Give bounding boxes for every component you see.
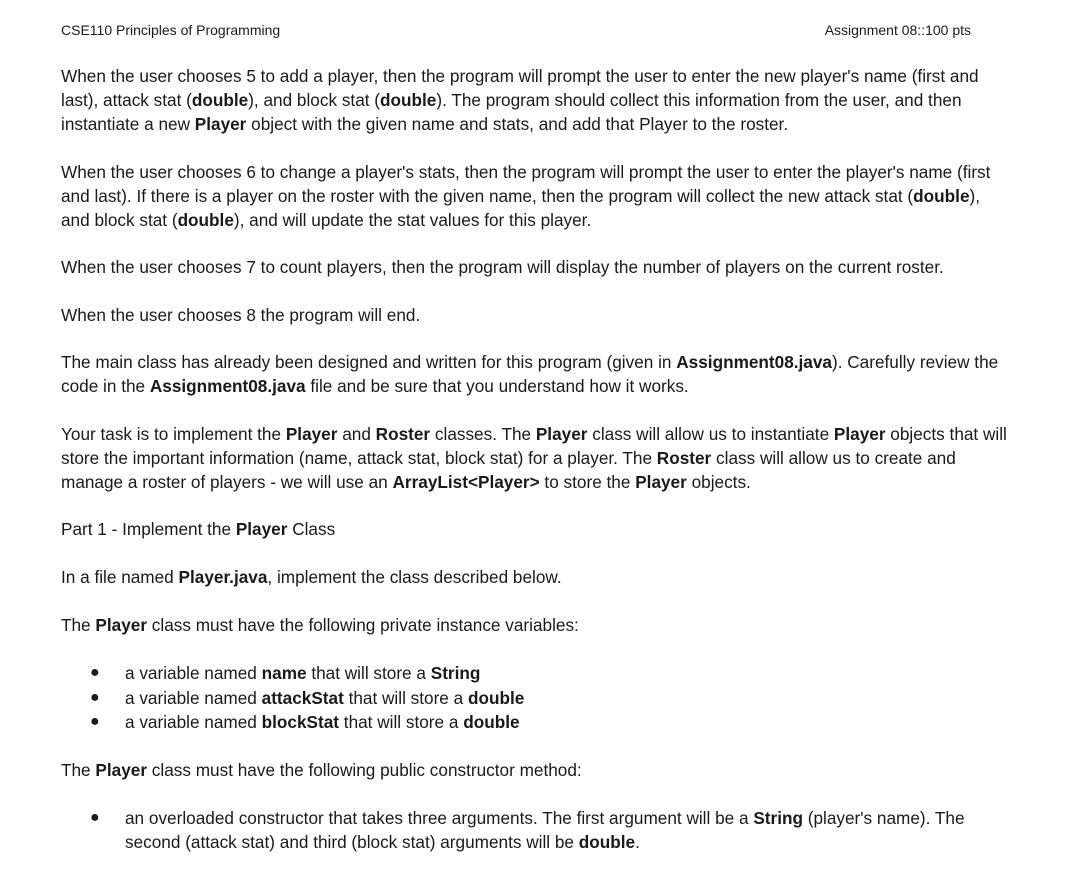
bold-text: double <box>177 210 234 230</box>
bold-text: Player <box>285 424 338 444</box>
text-run: The <box>61 760 96 780</box>
bold-text: Player <box>535 424 588 444</box>
list-item-text <box>125 710 1010 734</box>
text-run: file and be sure that you understand how it works. <box>305 376 689 396</box>
text-run: objects that will store the important information (name, attack stat, block stat) for a player. The <box>61 424 1007 468</box>
list-item <box>90 710 1010 734</box>
text-run: classes. The <box>430 424 536 444</box>
bold-text: Roster <box>656 448 712 468</box>
bold-text: attackStat <box>261 688 344 708</box>
text-run: class must have the following public constructor method: <box>147 760 582 780</box>
list-item-text <box>125 661 1010 685</box>
bold-text: Assignment08.java <box>676 352 832 372</box>
paragraph-main-class <box>61 350 1011 398</box>
text-run: that will store a <box>339 712 464 732</box>
text-run: class will allow us to instantiate <box>587 424 834 444</box>
paragraph-task <box>61 422 1011 494</box>
bold-text: Player.java <box>178 567 268 587</box>
text-run: (player's name). The second (attack stat) and third (block stat) arguments will be <box>125 808 965 852</box>
bullet-icon: ● <box>90 713 100 730</box>
text-run: ). Carefully review the code in the <box>61 352 999 396</box>
text-run: The <box>61 615 96 635</box>
bullet-icon: ● <box>90 664 100 681</box>
bold-text: double <box>467 688 525 708</box>
text-run: ). The program should collect this information from the user, and then instantiate a new <box>61 90 962 134</box>
bold-text: Player <box>235 519 288 539</box>
text-run: class must have the following private instance variables: <box>147 615 579 635</box>
text-run: . <box>635 832 640 852</box>
list-item <box>90 661 1010 685</box>
text-run: The main class has already been designed and written for this program (given in <box>61 352 677 372</box>
bold-text: ArrayList<Player> <box>392 472 540 492</box>
bold-text: String <box>430 663 481 683</box>
paragraph-instance-vars <box>61 613 1011 637</box>
text-run: object with the given name and stats, and add that Player to the roster. <box>246 114 789 134</box>
list-item-text <box>125 806 1010 854</box>
list-item <box>90 686 1010 710</box>
bold-text: Player <box>194 114 247 134</box>
text-run: Part 1 - Implement the <box>61 519 236 539</box>
bold-text: Player <box>95 615 148 635</box>
text-run: Your task is to implement the <box>61 424 286 444</box>
paragraph-player-file <box>61 565 1011 589</box>
text-run: When the user chooses 6 to change a player's stats, then the program will prompt the user to enter the player's name (first and last). If there is a player on the roster with the given name, then the program will collect the new attack stat ( <box>61 162 991 206</box>
text-run: that will store a <box>343 688 468 708</box>
bullet-icon: ● <box>90 689 100 706</box>
assignment-label: Assignment 08::100 pts <box>824 22 971 38</box>
text-run: ), and block stat ( <box>61 186 981 230</box>
text-run: When the user chooses 8 the program will end. <box>61 305 421 325</box>
bold-text: String <box>753 808 803 828</box>
text-run: ), and will update the stat values for this player. <box>233 210 592 230</box>
text-run: objects. <box>686 472 751 492</box>
text-run: a variable named <box>125 712 262 732</box>
paragraph-add-player <box>61 64 1011 136</box>
bold-text: double <box>380 90 437 110</box>
text-run: , implement the class described below. <box>267 567 562 587</box>
course-title: CSE110 Principles of Programming <box>61 22 281 38</box>
bold-text: Player <box>635 472 687 492</box>
bold-text: name <box>261 663 307 683</box>
text-run: ), and block stat ( <box>248 90 381 110</box>
paragraph-constructor <box>61 758 1011 782</box>
paragraph-end-program <box>61 303 1011 327</box>
text-run: a variable named <box>125 688 262 708</box>
paragraph-count-players <box>61 255 1011 279</box>
text-run: When the user chooses 5 to add a player, then the program will prompt the user to enter the new player's name (first and last), attack stat ( <box>61 66 979 110</box>
text-run: Class <box>287 519 336 539</box>
section-heading-part1 <box>61 517 1011 541</box>
text-run: to store the <box>539 472 636 492</box>
bold-text: Assignment08.java <box>149 376 306 396</box>
list-item <box>90 806 1010 854</box>
page-header <box>61 22 971 38</box>
text-run: In a file named <box>61 567 179 587</box>
paragraph-change-stats <box>61 160 1011 232</box>
bold-text: double <box>463 712 520 732</box>
list-item-text <box>125 686 1010 710</box>
bold-text: Player <box>95 760 148 780</box>
bold-text: double <box>191 90 249 110</box>
bold-text: Roster <box>375 424 431 444</box>
text-run: a variable named <box>125 663 262 683</box>
bold-text: double <box>578 832 636 852</box>
bold-text: Player <box>833 424 886 444</box>
text-run: class will allow us to create and manage a roster of players - we will use an <box>61 448 956 492</box>
text-run: that will store a <box>306 663 431 683</box>
text-run: When the user chooses 7 to count players, then the program will display the number of players on the current roster. <box>61 257 944 277</box>
bold-text: double <box>913 186 970 206</box>
text-run: and <box>337 424 376 444</box>
bold-text: blockStat <box>261 712 340 732</box>
text-run: an overloaded constructor that takes three arguments. The first argument will be a <box>125 808 754 828</box>
bullet-icon: ● <box>90 809 100 826</box>
